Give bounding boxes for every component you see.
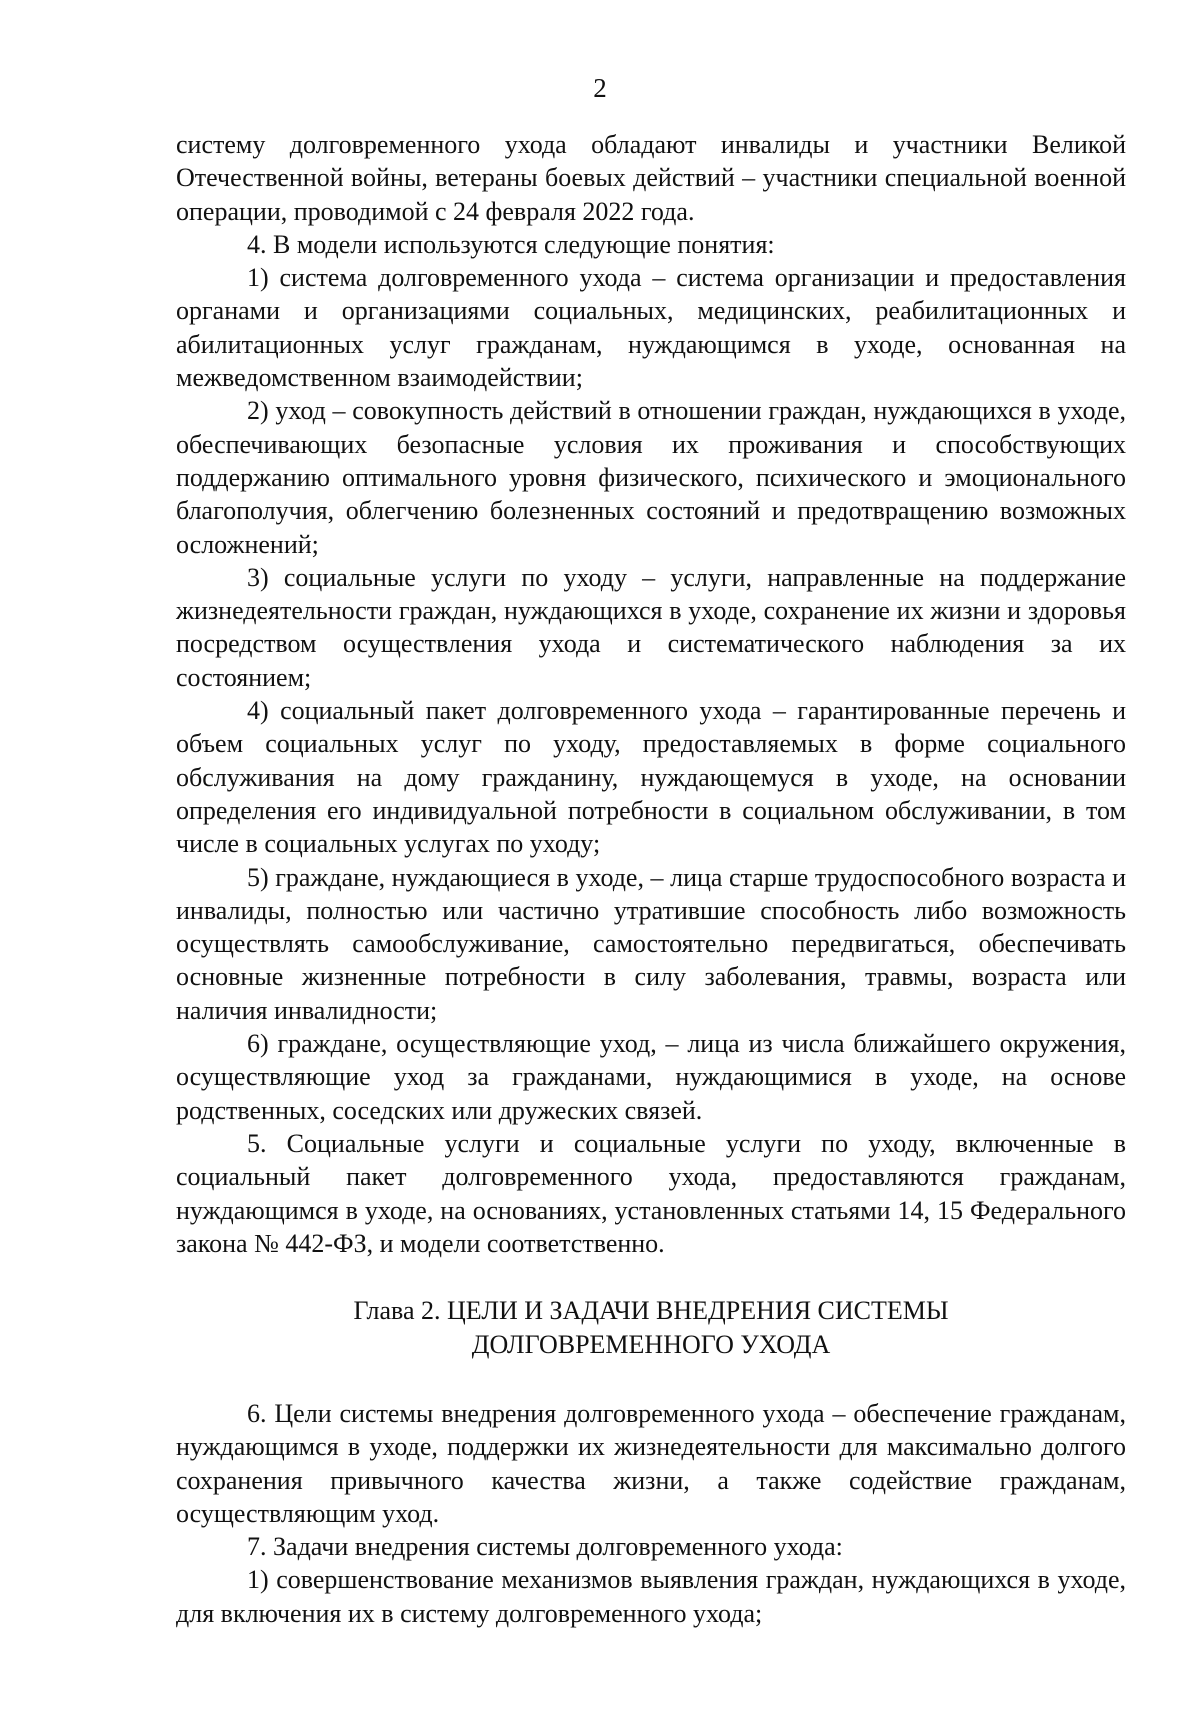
paragraph-item-4: 4. В модели используются следующие понятия: bbox=[247, 229, 775, 259]
paragraph-continuation: систему долговременного ухода обладают инвалиды и участники Великой Отечественной войны, ветераны боевых действий – участники специальной военной операции, проводимой с 24 февраля 2022 года. bbox=[176, 130, 1126, 226]
page-number: 2 bbox=[593, 73, 607, 103]
paragraph-definition-2: 2) уход – совокупность действий в отношении граждан, нуждающихся в уходе, обеспечивающих безопасные условия их проживания и способствующих поддержанию оптимального уровня физического, психического и эмоционального благополучия, облегчению болезненных состояний и предотвращению возможных осложнений; bbox=[176, 396, 1126, 559]
paragraph-definition-6: 6) граждане, осуществляющие уход, – лица из числа ближайшего окружения, осуществляющие уход за гражданами, нуждающимися в уходе, на основе родственных, соседских или дружеских связей. bbox=[176, 1029, 1126, 1125]
paragraph-definition-5: 5) граждане, нуждающиеся в уходе, – лица старше трудоспособного возраста и инвалиды, полностью или частично утратившие способность либо возможность осуществлять самообслуживание, самостоятельно передвигаться, обеспечивать основные жизненные потребности в силу заболевания, травмы, возраста или наличия инвалидности; bbox=[176, 862, 1126, 1025]
paragraph-item-5: 5. Социальные услуги и социальные услуги по уходу, включенные в социальный пакет долговременного ухода, предоставляются гражданам, нуждающимся в уходе, на основаниях, установленных статьями 14, 15 Федерального закона № 442-ФЗ, и модели соответственно. bbox=[176, 1128, 1126, 1258]
paragraph-definition-4: 4) социальный пакет долговременного ухода – гарантированные перечень и объем социальных услуг по уходу, предоставляемых в форме социального обслуживания на дому гражданину, нуждающемуся в уходе, на основании определения его индивидуальной потребности в социальном обслуживании, в том числе в социальных услугах по уходу; bbox=[176, 696, 1126, 859]
document-body-top bbox=[176, 128, 1126, 1260]
paragraph-definition-3: 3) социальные услуги по уходу – услуги, направленные на поддержание жизнедеятельности граждан, нуждающихся в уходе, сохранение их жизни и здоровья посредством осуществления ухода и систематического наблюдения за их состоянием; bbox=[176, 562, 1126, 692]
chapter-title-line-1: Глава 2. ЦЕЛИ И ЗАДАЧИ ВНЕДРЕНИЯ СИСТЕМЫ bbox=[353, 1296, 949, 1325]
document-body-bottom bbox=[176, 1397, 1126, 1630]
paragraph-definition-1: 1) система долговременного ухода – система организации и предоставления органами и организациями социальных, медицинских, реабилитационных и абилитационных услуг гражданам, нуждающимся в уходе, основанная на межведомственном взаимодействии; bbox=[176, 263, 1126, 393]
paragraph-item-6: 6. Цели системы внедрения долговременного ухода – обеспечение гражданам, нуждающимся в уходе, поддержки их жизнедеятельности для максимально долгого сохранения привычного качества жизни, а также содействие гражданам, осуществляющим уход. bbox=[176, 1399, 1126, 1528]
paragraph-item-7: 7. Задачи внедрения системы долговременного ухода: bbox=[247, 1532, 843, 1562]
paragraph-task-1: 1) совершенствование механизмов выявления граждан, нуждающихся в уходе, для включения их в систему долговременного ухода; bbox=[176, 1565, 1126, 1628]
chapter-title-line-2: ДОЛГОВРЕМЕННОГО УХОДА bbox=[471, 1330, 831, 1359]
chapter-title bbox=[176, 1294, 1126, 1362]
